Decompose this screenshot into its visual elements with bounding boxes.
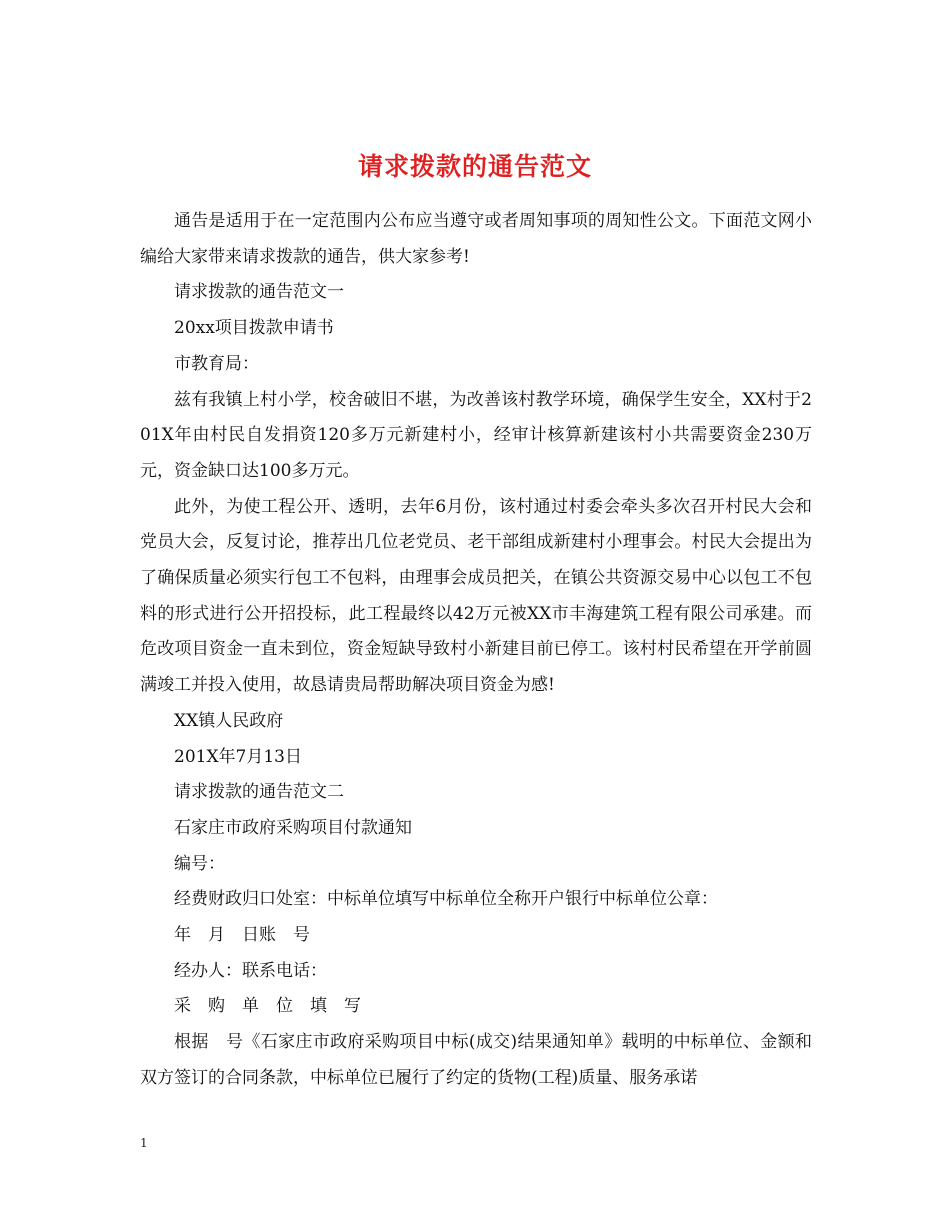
- paragraph-intro: 通告是适用于在一定范围内公布应当遵守或者周知事项的周知性公文。下面范文网小编给大家带来请求拨款的通告，供大家参考!: [140, 211, 812, 267]
- paragraph-number-label: 编号：: [174, 853, 225, 874]
- paragraph-application-title: 20xx项目拨款申请书: [174, 318, 334, 339]
- paragraph-payment-title: 石家庄市政府采购项目付款通知: [174, 817, 412, 838]
- page-number: 1: [140, 1136, 148, 1150]
- paragraph-signature: XX镇人民政府: [174, 710, 284, 731]
- paragraph-finance-office: 经费财政归口处室：中标单位填写中标单位全称开户银行中标单位公章：: [174, 889, 718, 910]
- document-body: [140, 204, 812, 1097]
- document-title: 请求拨款的通告范文: [357, 151, 592, 181]
- paragraph-date: 201X年7月13日: [174, 746, 302, 767]
- paragraph-recipient: 市教育局：: [174, 353, 259, 374]
- paragraph-project-status: 此外，为使工程公开、透明，去年6月份，该村通过村委会牵头多次召开村民大会和党员大会，反复讨论，推荐出几位老党员、老干部组成新建村小理事会。村民大会提出为了确保质量必须实行包工不包料，由理事会成员把关，在镇公共资源交易中心以包工不包料的形式进行公开招投标，此工程最终以42万元被XX市丰海建筑工程有限公司承建。而危改项目资金一直未到位，资金短缺导致村小新建目前已停工。该村村民希望在开学前圆满竣工并投入使用，故恳请贵局帮助解决项目资金为感!: [140, 496, 812, 696]
- paragraph-purchaser-fill: 采 购 单 位 填 写: [174, 996, 361, 1017]
- paragraph-heading-one: 请求拨款的通告范文一: [174, 282, 344, 303]
- paragraph-funding-need: 兹有我镇上村小学，校舍破旧不堪，为改善该村教学环境，确保学生安全，XX村于201X年由村民自发捐资120多万元新建村小，经审计核算新建该村小共需要资金230万元，资金缺口达100多万元。: [140, 389, 812, 481]
- paragraph-heading-two: 请求拨款的通告范文二: [174, 782, 344, 803]
- paragraph-contact: 经办人：联系电话：: [174, 960, 327, 981]
- paragraph-basis: 根据 号《石家庄市政府采购项目中标(成交)结果通知单》载明的中标单位、金额和双方签订的合同条款，中标单位已履行了约定的货物(工程)质量、服务承诺: [140, 1032, 812, 1088]
- paragraph-date-account: 年 月 日账 号: [174, 925, 310, 946]
